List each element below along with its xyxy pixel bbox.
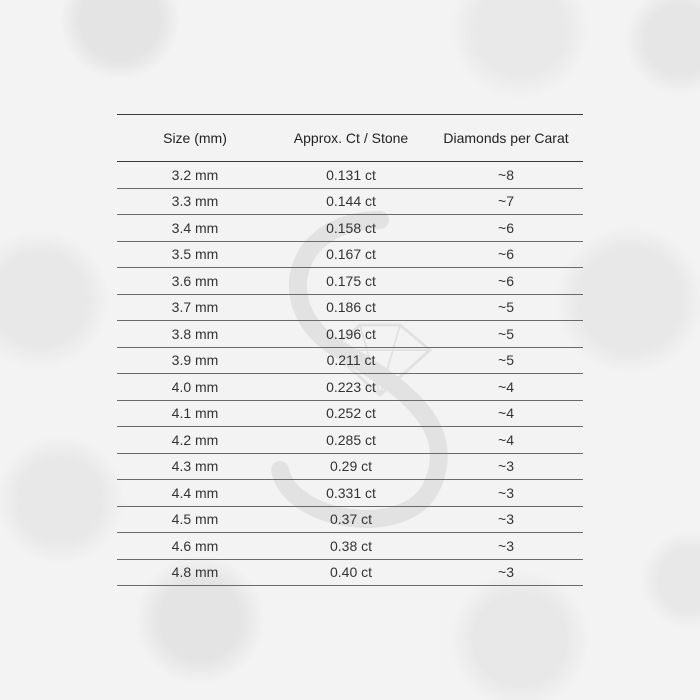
table-row [117,427,583,454]
cell-size: 4.8 mm [117,559,273,586]
cell-carat-per-stone: 0.167 ct [273,241,429,268]
table-row [117,162,583,189]
cell-size: 3.9 mm [117,347,273,374]
table-row [117,480,583,507]
table-row [117,241,583,268]
cell-carat-per-stone: 0.144 ct [273,188,429,215]
cell-size: 3.2 mm [117,162,273,189]
cell-diamonds-per-carat: ~8 [429,162,583,189]
header-diamonds-per-carat: Diamonds per Carat [429,115,583,162]
cell-size: 3.6 mm [117,268,273,295]
cell-carat-per-stone: 0.285 ct [273,427,429,454]
cell-size: 4.6 mm [117,533,273,560]
table-header-row [117,115,583,162]
table-row [117,321,583,348]
cell-carat-per-stone: 0.211 ct [273,347,429,374]
cell-carat-per-stone: 0.131 ct [273,162,429,189]
cell-carat-per-stone: 0.175 ct [273,268,429,295]
cell-carat-per-stone: 0.40 ct [273,559,429,586]
table-row [117,188,583,215]
cell-carat-per-stone: 0.29 ct [273,453,429,480]
cell-carat-per-stone: 0.331 ct [273,480,429,507]
cell-size: 3.3 mm [117,188,273,215]
header-carat-per-stone: Approx. Ct / Stone [273,115,429,162]
table-row [117,533,583,560]
cell-diamonds-per-carat: ~6 [429,215,583,242]
cell-diamonds-per-carat: ~5 [429,294,583,321]
cell-size: 3.4 mm [117,215,273,242]
table-row [117,215,583,242]
table-row [117,268,583,295]
table-row [117,400,583,427]
cell-diamonds-per-carat: ~5 [429,321,583,348]
cell-diamonds-per-carat: ~3 [429,559,583,586]
header-size: Size (mm) [117,115,273,162]
cell-size: 4.0 mm [117,374,273,401]
cell-size: 3.8 mm [117,321,273,348]
cell-size: 3.5 mm [117,241,273,268]
cell-diamonds-per-carat: ~4 [429,427,583,454]
cell-size: 3.7 mm [117,294,273,321]
cell-size: 4.1 mm [117,400,273,427]
table-row [117,559,583,586]
table-row [117,347,583,374]
cell-diamonds-per-carat: ~6 [429,241,583,268]
cell-carat-per-stone: 0.158 ct [273,215,429,242]
table-row [117,506,583,533]
cell-carat-per-stone: 0.223 ct [273,374,429,401]
cell-carat-per-stone: 0.186 ct [273,294,429,321]
cell-diamonds-per-carat: ~7 [429,188,583,215]
cell-diamonds-per-carat: ~4 [429,374,583,401]
cell-diamonds-per-carat: ~5 [429,347,583,374]
cell-size: 4.2 mm [117,427,273,454]
cell-diamonds-per-carat: ~6 [429,268,583,295]
cell-diamonds-per-carat: ~3 [429,506,583,533]
table-row [117,453,583,480]
cell-carat-per-stone: 0.252 ct [273,400,429,427]
table-row [117,294,583,321]
cell-diamonds-per-carat: ~3 [429,453,583,480]
table-row [117,374,583,401]
cell-diamonds-per-carat: ~4 [429,400,583,427]
cell-diamonds-per-carat: ~3 [429,533,583,560]
cell-carat-per-stone: 0.38 ct [273,533,429,560]
cell-carat-per-stone: 0.37 ct [273,506,429,533]
cell-size: 4.5 mm [117,506,273,533]
cell-size: 4.4 mm [117,480,273,507]
cell-carat-per-stone: 0.196 ct [273,321,429,348]
cell-size: 4.3 mm [117,453,273,480]
table-body [117,162,583,586]
cell-diamonds-per-carat: ~3 [429,480,583,507]
diamond-size-table [117,114,583,586]
